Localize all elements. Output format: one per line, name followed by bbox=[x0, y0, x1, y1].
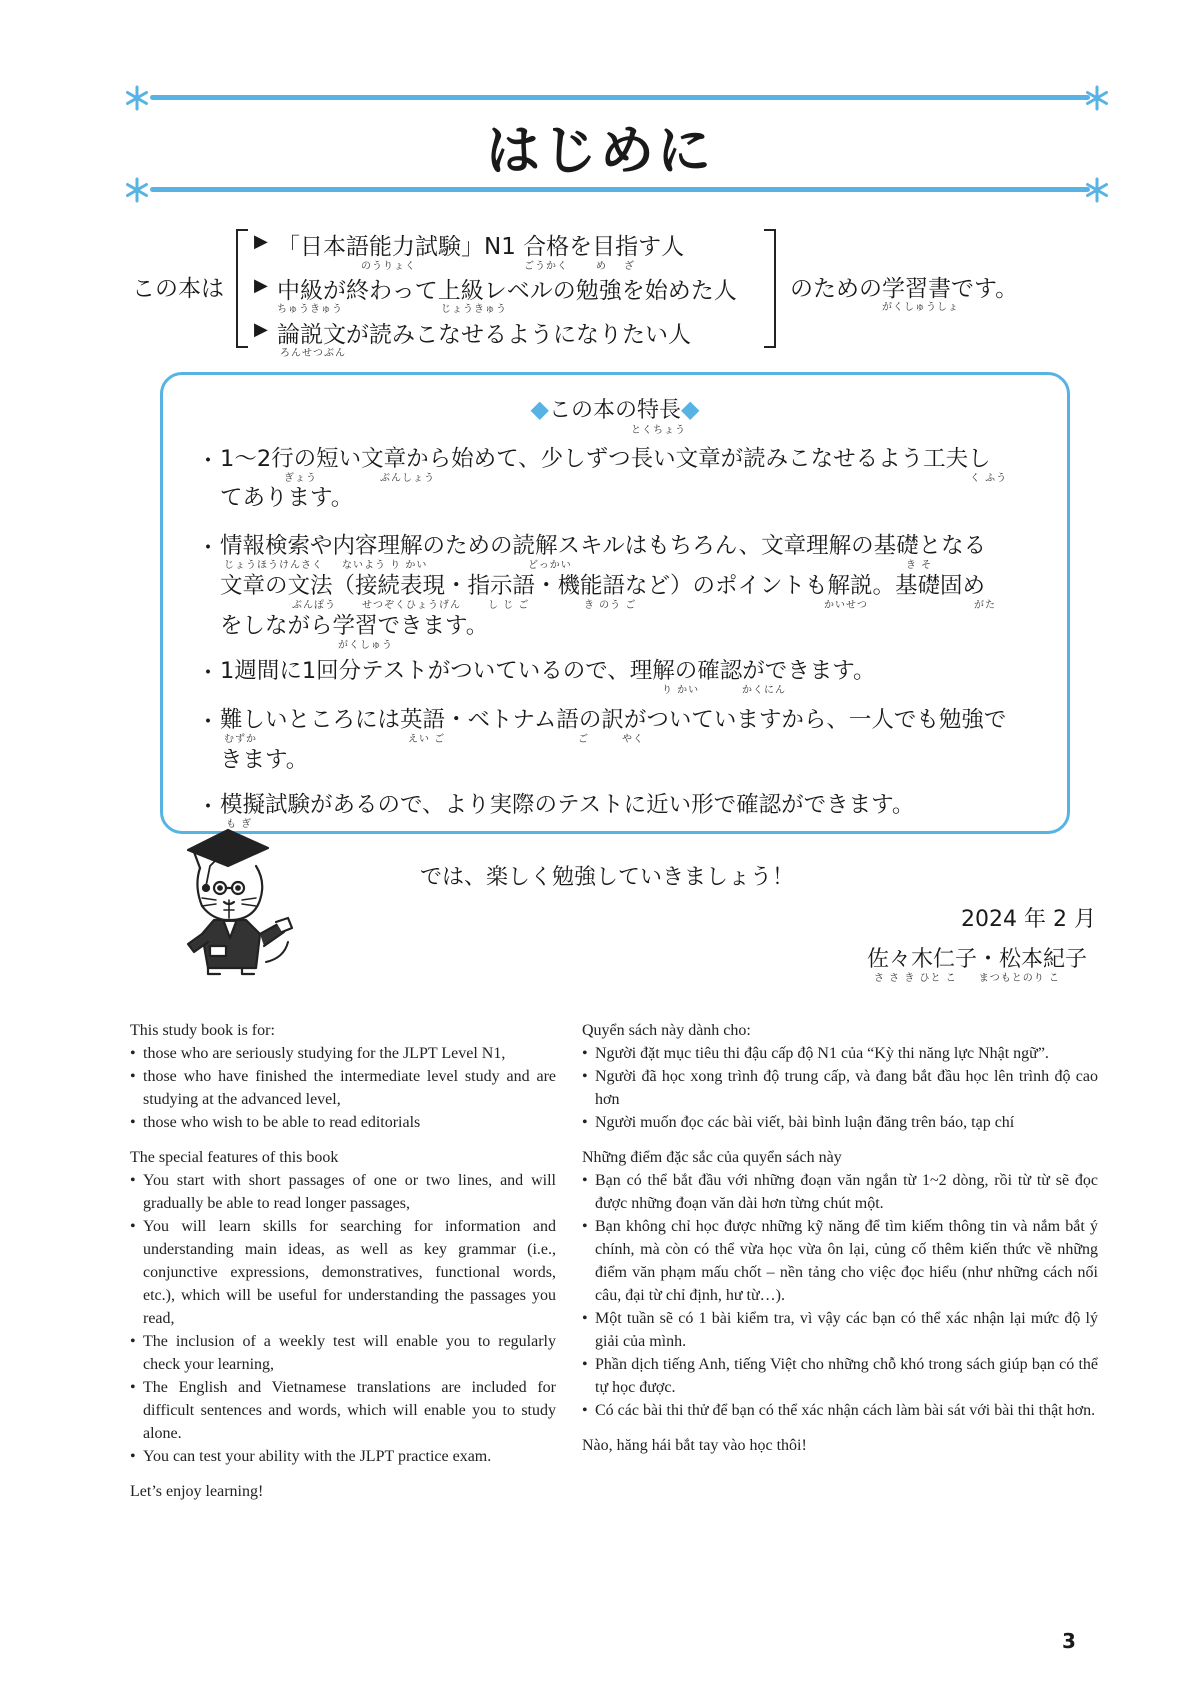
bracket-left bbox=[236, 229, 248, 348]
bracket-right bbox=[764, 229, 776, 348]
ruby-text: どっかい bbox=[528, 560, 572, 571]
intro-item-2: 中級が終わって上級レベルの勉強を始めた人 bbox=[277, 278, 737, 304]
ruby-text: がくしゅう bbox=[338, 640, 393, 651]
intro-suffix: のための学習書です。 bbox=[790, 276, 1019, 302]
ruby-text: かいせつ bbox=[824, 600, 868, 611]
bullet: ・ bbox=[197, 449, 220, 474]
ruby-text: のうりょく bbox=[361, 261, 416, 272]
list-item: • Phần dịch tiếng Anh, tiếng Việt cho những chỗ khó trong sách giúp bạn có thể tự học được. bbox=[582, 1353, 1098, 1399]
list-item: • The inclusion of a weekly test will enable you to regularly check your learning, bbox=[130, 1330, 556, 1376]
ruby-text: かくにん bbox=[742, 685, 786, 696]
vietnamese-features-title: Những điểm đặc sắc của quyển sách này bbox=[582, 1149, 842, 1166]
list-item: • You start with short passages of one or two lines, and will gradually be able to read longer passages, bbox=[130, 1169, 556, 1215]
intro-arrow-icon: ▶ bbox=[254, 319, 268, 340]
bullet: ・ bbox=[197, 536, 220, 561]
list-item: • You will learn skills for searching for information and understanding main ideas, as well as key grammar (i.e., conjunctive expressions, demonstratives, functional words, etc.), which will be useful for understanding the passages you read, bbox=[130, 1215, 556, 1330]
list-item: • The English and Vietnamese translations are included for difficult sentences and words, which will enable you to study alone. bbox=[130, 1376, 556, 1445]
feature-line: 1週間に1回分テストがついているので、理解の確認ができます。 bbox=[220, 658, 876, 684]
page-number: 3 bbox=[1062, 1629, 1076, 1653]
vietnamese-column bbox=[582, 1019, 1098, 1457]
intro-item-1: 「日本語能力試験」N1 合格を目指す人 bbox=[277, 234, 685, 260]
ruby-text: き のう ご bbox=[584, 600, 637, 611]
ruby-text: し じ ご bbox=[488, 600, 530, 611]
feature-line: 情報検索や内容理解のための読解スキルはもちろん、文章理解の基礎となる bbox=[220, 533, 987, 559]
vietnamese-closing: Nào, hăng hái bắt tay vào học thôi! bbox=[582, 1437, 807, 1454]
ruby-text: ろんせつぶん bbox=[280, 348, 346, 359]
cat-graduate-illustration bbox=[180, 826, 305, 976]
list-item: • Người đặt mục tiêu thi đậu cấp độ N1 của “Kỳ thi năng lực Nhật ngữ”. bbox=[582, 1042, 1098, 1065]
feature-line: 模擬試験があるので、より実際のテストに近い形で確認ができます。 bbox=[220, 792, 915, 818]
intro-arrow-icon: ▶ bbox=[254, 275, 268, 296]
english-features-list bbox=[130, 1169, 556, 1468]
title-rule-top bbox=[150, 95, 1090, 100]
ruby-text: じょうほうけんさく bbox=[224, 560, 323, 571]
vietnamese-intro-list bbox=[582, 1042, 1098, 1134]
closing-authors: 佐々木仁子・松本紀子 bbox=[867, 947, 1088, 972]
list-item: • those who are seriously studying for the JLPT Level N1, bbox=[130, 1042, 556, 1065]
ruby-text: ないよう り かい bbox=[342, 560, 428, 571]
list-item: • Bạn có thể bắt đầu với những đoạn văn ngắn từ 1~2 dòng, rồi từ từ sẽ đọc được những đoạn văn dài hơn từng chút một. bbox=[582, 1169, 1098, 1215]
ruby-text: り かい bbox=[662, 685, 700, 696]
list-item: • You can test your ability with the JLPT practice exam. bbox=[130, 1445, 556, 1468]
vietnamese-features-list bbox=[582, 1169, 1098, 1422]
ruby-text: き そ bbox=[906, 560, 933, 571]
closing-date: 2024 年 2 月 bbox=[961, 907, 1096, 932]
intro-prefix: この本は bbox=[132, 276, 224, 302]
ruby-text: ぶんしょう bbox=[380, 473, 435, 484]
bullet: ・ bbox=[197, 661, 220, 686]
ruby-text: ちゅうきゅう bbox=[277, 304, 343, 315]
title-rule-bottom bbox=[150, 187, 1090, 192]
ruby-text: とくちょう bbox=[631, 425, 686, 436]
list-item: • those who have finished the intermediate level study and are studying at the advanced level, bbox=[130, 1065, 556, 1111]
bullet: ・ bbox=[197, 795, 220, 820]
list-item: • Có các bài thi thử để bạn có thể xác nhận cách làm bài sát với bài thi thật hơn. bbox=[582, 1399, 1098, 1422]
intro-arrow-icon: ▶ bbox=[254, 231, 268, 252]
english-intro-list bbox=[130, 1042, 556, 1134]
ruby-text: ぎょう bbox=[284, 473, 317, 484]
ruby-text: ご bbox=[578, 734, 589, 745]
list-item: • those who wish to be able to read editorials bbox=[130, 1111, 556, 1134]
feature-line: 1〜2行の短い文章から始めて、少しずつ長い文章が読みこなせるよう工夫し bbox=[220, 446, 991, 472]
feature-line: 文章の文法（接続表現・指示語・機能語など）のポイントも解説。基礎固め bbox=[220, 573, 986, 599]
bullet: ・ bbox=[197, 710, 220, 735]
features-heading-text: この本の特長 bbox=[548, 398, 681, 423]
intro-item-3: 論説文が読みこなせるようになりたい人 bbox=[277, 322, 691, 348]
ruby-text: やく bbox=[622, 734, 644, 745]
english-closing: Let’s enjoy learning! bbox=[130, 1483, 264, 1500]
ruby-text: も ぎ bbox=[226, 819, 253, 830]
list-item: • Một tuần sẽ có 1 bài kiểm tra, vì vậy các bạn có thể xác nhận lại mức độ lý giải của mình. bbox=[582, 1307, 1098, 1353]
english-column bbox=[130, 1019, 556, 1503]
list-item: • Người đã học xong trình độ trung cấp, và đang bắt đầu học lên trình độ cao hơn bbox=[582, 1065, 1098, 1111]
feature-line: をしながら学習できます。 bbox=[220, 613, 489, 639]
english-features-title: The special features of this book bbox=[130, 1149, 339, 1166]
ruby-text: えい ご bbox=[408, 734, 446, 745]
features-heading bbox=[160, 393, 1070, 424]
diamond-icon: ◆ bbox=[530, 395, 549, 423]
feature-line: 難しいところには英語・ベトナム語の訳がついていますから、一人でも勉強で bbox=[220, 707, 1007, 733]
diamond-icon: ◆ bbox=[681, 395, 700, 423]
ruby-text: むずか bbox=[224, 734, 257, 745]
page-title: はじめに bbox=[486, 119, 714, 182]
ruby-text: がた bbox=[974, 600, 996, 611]
ruby-text: じょうきゅう bbox=[441, 304, 507, 315]
ruby-text: ぶんぽう bbox=[292, 600, 336, 611]
ruby-text: さ さ き ひと こ まつもとのり こ bbox=[874, 973, 1060, 984]
list-item: • Người muốn đọc các bài viết, bài bình luận đăng trên báo, tạp chí bbox=[582, 1111, 1098, 1134]
ruby-text: め bbox=[596, 261, 607, 272]
closing-message: では、楽しく勉強していきましょう！ bbox=[420, 865, 795, 890]
ruby-text: ざ bbox=[624, 261, 635, 272]
vietnamese-intro-title: Quyển sách này dành cho: bbox=[582, 1022, 751, 1039]
english-intro-title: This study book is for: bbox=[130, 1022, 275, 1039]
list-item: • Bạn không chỉ học được những kỹ năng để tìm kiếm thông tin và nắm bắt ý chính, mà còn có thể vừa học vừa ôn lại, củng cố thêm kiến thức về những điểm văn phạm mấu chốt – nền tảng cho việc đọc hiểu (như những cách nối câu, đại từ chỉ định, hư từ…). bbox=[582, 1215, 1098, 1307]
ruby-text: せつぞくひょうげん bbox=[362, 600, 461, 611]
ruby-text: がくしゅうしょ bbox=[882, 302, 959, 313]
feature-line: てあります。 bbox=[220, 485, 354, 511]
feature-line: きます。 bbox=[220, 747, 309, 773]
ruby-text: く ふう bbox=[970, 473, 1008, 484]
ruby-text: ごうかく bbox=[524, 261, 568, 272]
